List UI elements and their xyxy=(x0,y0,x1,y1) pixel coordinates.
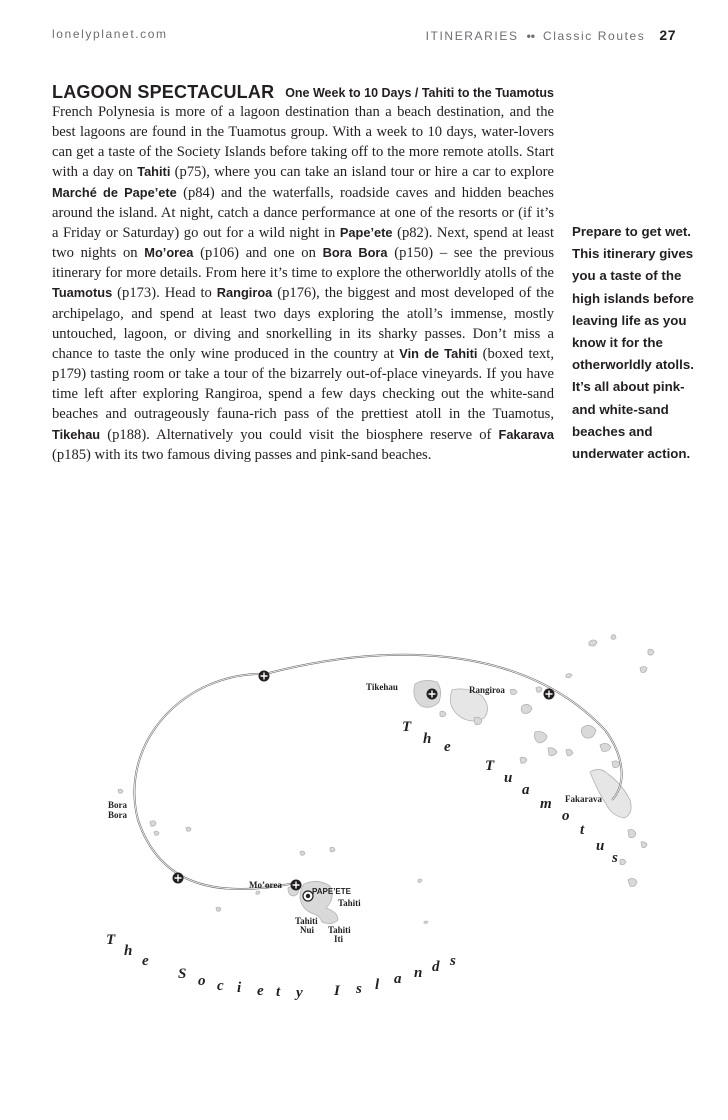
label-tikehau: Tikehau xyxy=(366,682,398,692)
svg-text:d: d xyxy=(432,959,440,975)
label-tahiti: Tahiti xyxy=(338,898,361,908)
region-society-label xyxy=(106,932,456,1001)
body-text-run: (boxed text, p179) tasting room or take a tour of the bizarrely out-of-place vineyards. If you have time left after exploring Rangiroa, spend a few days checking out the white-sand beaches and outrageously fauna-rich pass of the prettiest atoll in the Tuamotus, xyxy=(52,345,554,423)
place-name: Pape’ete xyxy=(339,224,393,240)
section-name: ITINERARIES xyxy=(425,29,519,43)
article-body xyxy=(52,102,554,465)
label-tahiti-iti-2: Iti xyxy=(334,934,343,944)
islands xyxy=(118,635,654,924)
svg-text:e: e xyxy=(444,739,451,755)
place-name: Marché de Pape’ete xyxy=(52,184,177,200)
label-tahiti-nui-2: Nui xyxy=(300,925,315,935)
place-name: Tahiti xyxy=(137,164,171,180)
body-text-run: (p106) and one on xyxy=(193,245,323,262)
svg-text:S: S xyxy=(178,966,187,982)
svg-text:s: s xyxy=(450,953,456,969)
itinerary-summary: Prepare to get wet. This itinerary gives you a taste of the high islands before leaving life as you know it for the otherworldly atolls. It’s all about pink- and white-sand beaches and underwater action. xyxy=(572,224,694,462)
label-papeete: PAPE’ETE xyxy=(312,887,351,896)
svg-text:m: m xyxy=(540,796,552,812)
svg-text:t: t xyxy=(580,822,585,838)
page-header xyxy=(52,27,676,47)
svg-text:i: i xyxy=(237,980,242,996)
chapter-name: Classic Routes xyxy=(542,29,646,43)
svg-text:a: a xyxy=(522,782,530,798)
svg-text:t: t xyxy=(276,984,281,1000)
label-fakarava: Fakarava xyxy=(565,794,602,804)
svg-text:I: I xyxy=(334,983,340,999)
svg-text:c: c xyxy=(217,978,224,994)
body-text-run: (p84) and the waterfalls, roadside caves and hidden beaches around the island. At night, catch a dance performance at one of the resorts or (if it’s a Friday or Saturday) go out for a wild night in xyxy=(52,184,554,241)
running-head xyxy=(426,27,676,43)
place-name: Rangiroa xyxy=(216,285,273,301)
body-text-run: (p75), where you can take an island tour or hire a car to explore xyxy=(170,164,555,181)
svg-text:o: o xyxy=(198,973,206,989)
label-bora-bora-1: Bora xyxy=(108,800,127,810)
article-title-row xyxy=(52,84,554,104)
svg-text:T: T xyxy=(402,719,412,735)
route-markers xyxy=(173,671,555,902)
svg-text:s: s xyxy=(612,850,618,866)
svg-text:T: T xyxy=(106,932,116,948)
header-separator: •• xyxy=(526,29,535,43)
site-name: lonelyplanet.com xyxy=(52,27,168,41)
body-text-run: (p176), the biggest and most developed of the archipelago, and spend at least two days exploring the atoll’s immense, mostly untouched, lagoon, or diving and snorkelling in its sharky passes. Don’t miss a chance to taste the only wine produced in the country at xyxy=(52,285,554,362)
region-tuamotus-label xyxy=(402,719,618,866)
label-tahiti-nui-1: Tahiti xyxy=(295,916,318,926)
body-text-run: (p185) with its two famous diving passes and pink-sand beaches. xyxy=(52,446,432,463)
svg-text:e: e xyxy=(142,953,149,969)
place-name: Tikehau xyxy=(52,426,101,442)
place-name: Mo’orea xyxy=(144,245,194,261)
body-text-run: French Polynesia is more of a lagoon destination than a beach destination, and the best lagoons are found in the Tuamotus group. With a week to 10 days, water-lovers can get a taste of the Society Islands before taking off to the more remote atolls. Start with a day on xyxy=(52,104,554,181)
svg-text:a: a xyxy=(394,971,402,987)
body-text-run: (p188). Alternatively you could visit the biosphere reserve of xyxy=(100,426,499,443)
label-rangiroa: Rangiroa xyxy=(469,685,505,695)
article-subtitle: One Week to 10 Days / Tahiti to the Tuamotus xyxy=(285,86,554,100)
svg-text:h: h xyxy=(423,731,432,747)
svg-text:l: l xyxy=(375,977,380,993)
svg-text:y: y xyxy=(296,985,303,1001)
article-title: LAGOON SPECTACULAR xyxy=(52,82,275,102)
svg-text:u: u xyxy=(504,770,513,786)
svg-text:h: h xyxy=(124,943,133,959)
body-text-run: (p150) – see the previous itinerary for more details. From here it’s time to explore the otherworldly atolls of the xyxy=(52,245,554,282)
label-bora-bora-2: Bora xyxy=(108,810,127,820)
svg-text:o: o xyxy=(562,808,570,824)
itinerary-map xyxy=(0,620,728,1020)
label-moorea: Mo’orea xyxy=(249,880,282,890)
place-name: Tuamotus xyxy=(52,285,113,301)
svg-text:u: u xyxy=(596,838,605,854)
page-number: 27 xyxy=(659,27,676,43)
svg-text:e: e xyxy=(257,983,264,999)
body-text-run: (p82). Next, spend at least two nights on xyxy=(52,224,555,262)
svg-text:n: n xyxy=(414,965,423,981)
svg-text:s: s xyxy=(356,981,362,997)
body-text-run: (p173). Head to xyxy=(112,285,217,302)
place-name: Fakarava xyxy=(498,426,554,442)
label-tahiti-iti-1: Tahiti xyxy=(328,925,351,935)
svg-text:T: T xyxy=(485,758,495,774)
place-name: Vin de Tahiti xyxy=(399,345,478,361)
map-labels xyxy=(108,682,605,944)
place-name: Bora Bora xyxy=(322,245,388,261)
